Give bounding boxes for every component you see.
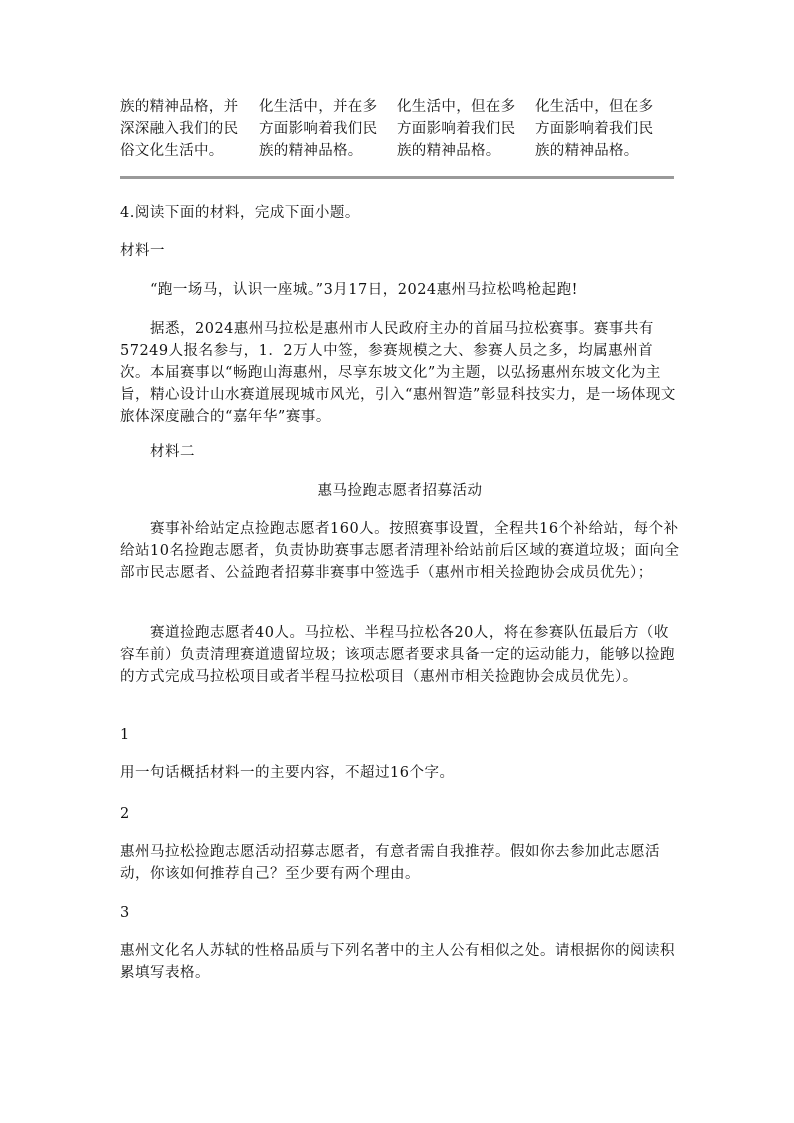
option-line: 方面影响着我们民 (259, 121, 378, 137)
options-table (120, 96, 680, 162)
material1-paragraph-1: “跑一场马，认识一座城。”3月17日，2024惠州马拉松鸣枪起跑! (150, 282, 578, 298)
section-divider (120, 176, 674, 179)
option-line: 化生活中，并在多 (259, 99, 378, 115)
material2-label: 材料二 (150, 444, 195, 460)
option-cell-d (535, 96, 669, 162)
material1-paragraph-2: 据悉，2024惠州马拉松是惠州市人民政府主办的首届马拉松赛事。赛事共有57249人报名参与，1．2万人中签，参赛规模之大、参赛人员之多，均属惠州首次。本届赛事以“畅跑山海惠州，尽享东坡文化”为主题，以弘扬惠州东坡文化为主旨，精心设计山水赛道展现城市风光，引入“惠州智造”彰显科技实力，是一场体现文旅体深度融合的“嘉年华”赛事。 (120, 321, 676, 425)
option-line: 深深融入我们的民 (120, 121, 239, 137)
option-line: 族的精神品格，并 (120, 99, 239, 115)
material2-paragraph-2: 赛道捡跑志愿者40人。马拉松、半程马拉松各20人，将在参赛队伍最后方（收容车前）负责清理赛道遗留垃圾；该项志愿者要求具备一定的运动能力，能够以捡跑的方式完成马拉松项目或者半程马拉松项目（惠州市相关捡跑协会成员优先）。 (120, 625, 675, 685)
material2-title: 惠马捡跑志愿者招募活动 (317, 483, 483, 499)
option-line: 方面影响着我们民 (535, 121, 654, 137)
option-cell-a (120, 96, 254, 162)
option-line: 族的精神品格。 (397, 143, 501, 159)
option-line: 俗文化生活中。 (120, 143, 224, 159)
option-cell-c (397, 96, 531, 162)
option-line: 化生活中，但在多 (397, 99, 516, 115)
material1-label: 材料一 (120, 243, 165, 259)
option-cell-b (259, 96, 393, 162)
subquestion-2-text: 惠州马拉松捡跑志愿活动招募志愿者，有意者需自我推荐。假如你去参加此志愿活动，你该如何推荐自己？至少要有两个理由。 (120, 844, 660, 882)
option-line: 族的精神品格。 (535, 143, 639, 159)
subquestion-1-number: 1 (120, 727, 130, 743)
subquestion-2-number: 2 (120, 806, 130, 822)
option-line: 化生活中，但在多 (535, 99, 654, 115)
question-stem: 4.阅读下面的材料，完成下面小题。 (120, 205, 360, 221)
subquestion-3-text: 惠州文化名人苏轼的性格品质与下列名著中的主人公有相似之处。请根据你的阅读积累填写表格。 (120, 943, 675, 981)
subquestion-3-number: 3 (120, 905, 130, 921)
option-line: 方面影响着我们民 (397, 121, 516, 137)
option-line: 族的精神品格。 (259, 143, 363, 159)
material2-paragraph-1: 赛事补给站定点捡跑志愿者160人。按照赛事设置，全程共16个补给站，每个补给站10名捡跑志愿者，负责协助赛事志愿者清理补给站前后区域的赛道垃圾；面向全部市民志愿者、公益跑者招募非赛事中签选手（惠州市相关捡跑协会成员优先）； (120, 521, 680, 581)
subquestion-1-text: 用一句话概括材料一的主要内容，不超过16个字。 (120, 765, 455, 781)
